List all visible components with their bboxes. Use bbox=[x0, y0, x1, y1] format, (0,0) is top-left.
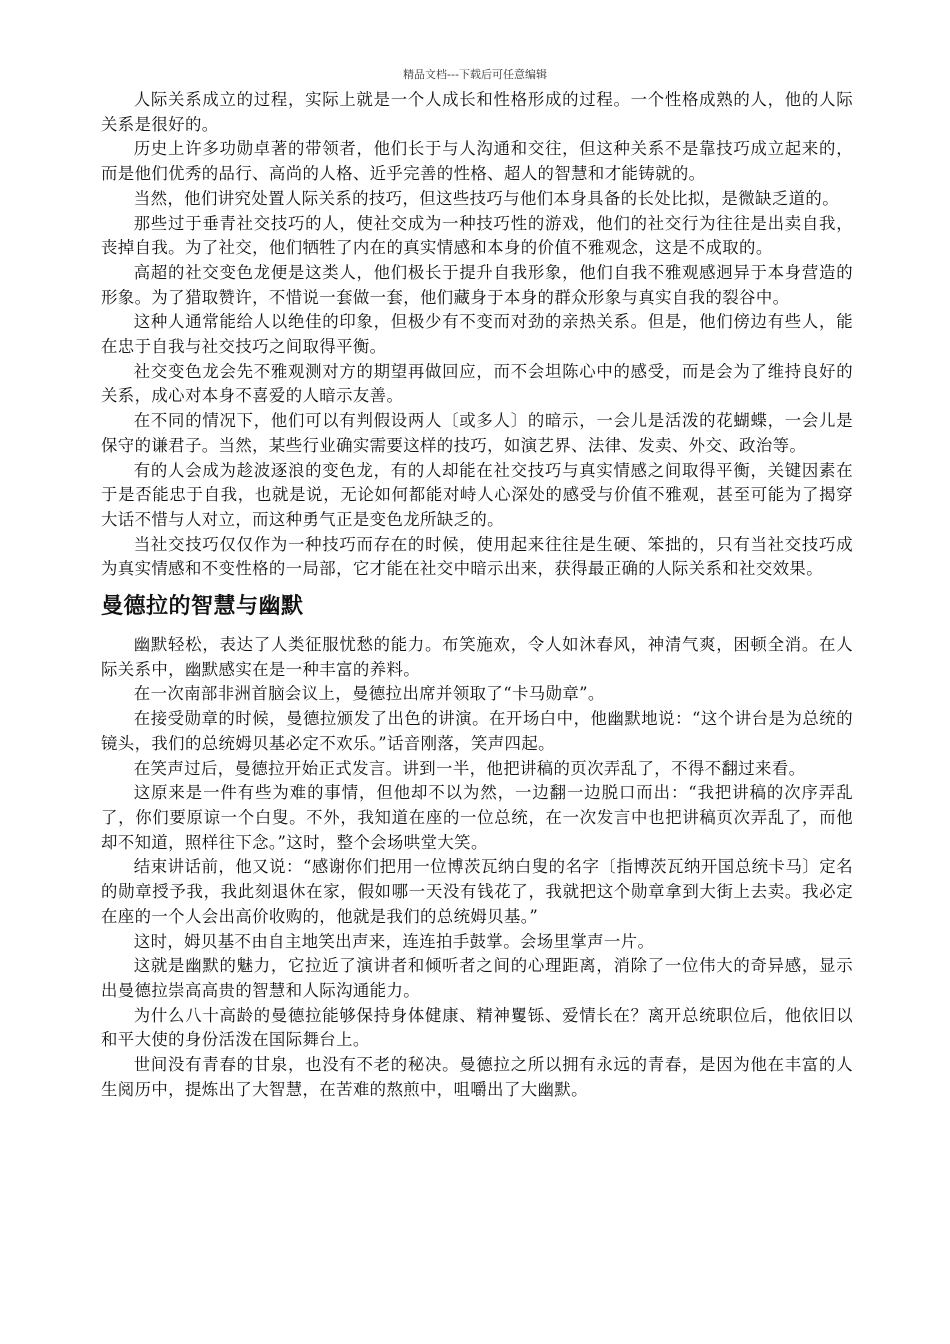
paragraph: 幽默轻松，表达了人类征服忧愁的能力。布笑施欢，令人如沐春风，神清气爽，困顿全消。在人际关系中，幽默感实在是一种丰富的养料。 bbox=[101, 635, 853, 679]
paragraph: 人际关系成立的过程，实际上就是一个人成长和性格形成的过程。一个性格成熟的人，他的人际关系是很好的。 bbox=[101, 90, 853, 134]
paragraph: 在不同的情况下，他们可以有判假设两人〔或多人〕的暗示，一会儿是活泼的花蝴蝶，一会儿是保守的谦君子。当然，某些行业确实需要这样的技巧，如演艺界、法律、发卖、外交、政治等。 bbox=[101, 411, 853, 455]
section-mandela bbox=[101, 633, 853, 1102]
paragraph: 历史上许多功勋卓著的带领者，他们长于与人沟通和交往，但这种关系不是靠技巧成立起来的，而是他们优秀的品行、高尚的人格、近乎完善的性格、超人的智慧和才能铸就的。 bbox=[101, 139, 853, 184]
paragraph: 这时，姆贝基不由自主地笑出声来，连连拍手鼓掌。会场里掌声一片。 bbox=[133, 931, 655, 951]
paragraph: 高超的社交变色龙便是这类人，他们极长于提升自我形象，他们自我不雅观感迥异于本身营造的形象。为了猎取赞许，不惜说一套做一套，他们藏身于本身的群众形象与真实自我的裂谷中。 bbox=[101, 262, 853, 307]
paragraph: 在一次南部非洲首脑会议上，曼德拉出席并领取了“卡马勋章”。 bbox=[133, 684, 605, 704]
paragraph: 在笑声过后，曼德拉开始正式发言。讲到一半，他把讲稿的页次弄乱了，不得不翻过来看。 bbox=[133, 758, 806, 778]
section-interpersonal-skills bbox=[101, 88, 853, 582]
document-body bbox=[101, 88, 853, 1102]
page-header: 精品文档---下载后可任意编辑 bbox=[403, 68, 547, 81]
paragraph: 在接受勋章的时候，曼德拉颁发了出色的讲演。在开场白中，他幽默地说：“这个讲台是为总统的镜头，我们的总统姆贝基必定不欢乐。”话音刚落，笑声四起。 bbox=[101, 709, 853, 753]
paragraph: 社交变色龙会先不雅观测对方的期望再做回应，而不会坦陈心中的感受，而是会为了维持良好的关系，成心对本身不喜爱的人暗示友善。 bbox=[101, 361, 853, 406]
paragraph: 有的人会成为趁波逐浪的变色龙，有的人却能在社交技巧与真实情感之间取得平衡，关键因素在于是否能忠于自我，也就是说，无论如何都能对峙人心深处的感受与价值不雅观，甚至可能为了揭穿大话不惜与人对立，而这种勇气正是变色龙所缺乏的。 bbox=[101, 460, 853, 529]
paragraph: 结束讲话前，他又说：“感谢你们把用一位博茨瓦纳白叟的名字〔指博茨瓦纳开国总统卡马〕定名的勋章授予我，我此刻退休在家，假如哪一天没有钱花了，我就把这个勋章拿到大街上去卖。我必定在座的一个人会出高价收购的，他就是我们的总统姆贝基。” bbox=[101, 857, 853, 926]
paragraph: 当然，他们讲究处置人际关系的技巧，但这些技巧与他们本身具备的长处比拟，是微缺乏道的。 bbox=[133, 188, 840, 208]
paragraph: 这原来是一件有些为难的事情，但他却不以为然，一边翻一边脱口而出：“我把讲稿的次序弄乱了，你们要原谅一个白叟。不外，我知道在座的一位总统，在一次发言中也把讲稿页次弄乱了，而他却不知道，照样往下念。”这时，整个会场哄堂大笑。 bbox=[101, 783, 853, 852]
paragraph: 这就是幽默的魅力，它拉近了演讲者和倾听者之间的心理距离，消除了一位伟大的奇异感，显示出曼德拉崇高高贵的智慧和人际沟通能力。 bbox=[101, 956, 853, 1000]
paragraph: 为什么八十高龄的曼德拉能够保持身体健康、精神矍铄、爱情长在？离开总统职位后，他依旧以和平大使的身份活泼在国际舞台上。 bbox=[101, 1005, 853, 1050]
paragraph: 那些过于垂青社交技巧的人，使社交成为一种技巧性的游戏，他们的社交行为往往是出卖自我，丧掉自我。为了社交，他们牺牲了内在的真实情感和本身的价值不雅观念，这是不成取的。 bbox=[101, 213, 853, 258]
paragraph: 这种人通常能给人以绝佳的印象，但极少有不变而对劲的亲热关系。但是，他们傍边有些人，能在忠于自我与社交技巧之间取得平衡。 bbox=[101, 312, 853, 357]
paragraph: 当社交技巧仅仅作为一种技巧而存在的时候，使用起来往往是生硬、笨拙的，只有当社交技巧成为真实情感和不变性格的一局部，它才能在社交中暗示出来，获得最正确的人际关系和社交效果。 bbox=[101, 534, 853, 579]
section-heading: 曼德拉的智慧与幽默 bbox=[101, 594, 304, 620]
paragraph: 世间没有青春的甘泉，也没有不老的秘决。曼德拉之所以拥有永远的青春，是因为他在丰富的人生阅历中，提炼出了大智慧，在苦难的熬煎中，咀嚼出了大幽默。 bbox=[101, 1055, 853, 1099]
